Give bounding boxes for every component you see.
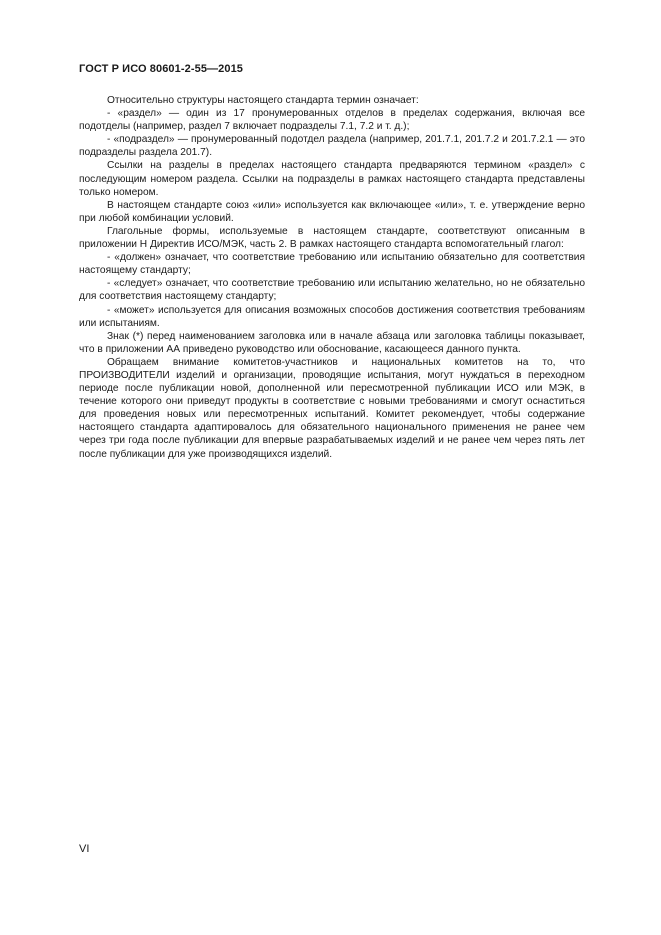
paragraph-should: - «следует» означает, что соответствие требованию или испытанию желательно, но не обязательно для соответствия настоящему стандарту; (79, 278, 585, 303)
document-header: ГОСТ Р ИСО 80601-2-55—2015 (79, 63, 244, 75)
paragraph-verbal-forms: Глагольные формы, используемые в настоящем стандарте, соответствуют описанным в приложении Н Директив ИСО/МЭК, часть 2. В рамках настоящего стандарта вспомогательный глагол: (79, 225, 585, 251)
paragraph-shall: - «должен» означает, что соответствие требованию или испытанию обязательно для соответствия настоящему стандарту; (79, 252, 585, 277)
paragraph-or-usage: В настоящем стандарте союз «или» используется как включающее «или», т. е. утверждение верно при любой комбинации условий. (79, 199, 585, 224)
paragraph-references: Ссылки на разделы в пределах настоящего стандарта предваряются термином «раздел» с последующим номером раздела. Ссылки на подразделы в рамках настоящего стандарта представлены только номером. (79, 160, 585, 198)
paragraph-may: - «может» используется для описания возможных способов достижения соответствия требованиям или испытаниям. (79, 304, 585, 329)
paragraph-definition-section: - «раздел» — один из 17 пронумерованных отделов в пределах содержания, включая все подотделы (например, раздел 7 включает подразделы 7.1, 7.2 и т. д.); (79, 108, 585, 133)
body-text (79, 94, 585, 461)
paragraph-definition-subsection: - «подраздел» — пронумерованный подотдел раздела (например, 201.7.1, 201.7.2 и 201.7.2.1 — это подразделы раздела 201.7). (79, 134, 585, 159)
page-number: VI (79, 843, 90, 855)
paragraph-structure-intro: Относительно структуры настоящего стандарта термин означает: (107, 95, 419, 106)
paragraph-transition-notice: Обращаем внимание комитетов-участников и национальных комитетов на то, что ПРОИЗВОДИТЕЛИ изделий и организации, проводящие испытания, могут нуждаться в переходном периоде после публикации новой, дополненной или пересмотренной публикации ИСО или МЭК, в течение которого они приведут продукты в соответствие с новыми требованиями и смогут оснаститься для проведения новых или пересмотренных испытаний. Комитет рекомендует, чтобы содержание настоящего стандарта адаптировалось для обязательного национального применения не ранее чем через три года после публикации для впервые разрабатываемых изделий и не ранее чем через пять лет после публикации для уже производящихся изделий. (79, 356, 585, 460)
paragraph-asterisk: Знак (*) перед наименованием заголовка или в начале абзаца или заголовка таблицы показывает, что в приложении АА приведено руководство или обоснование, касающееся данного пункта. (79, 330, 585, 355)
